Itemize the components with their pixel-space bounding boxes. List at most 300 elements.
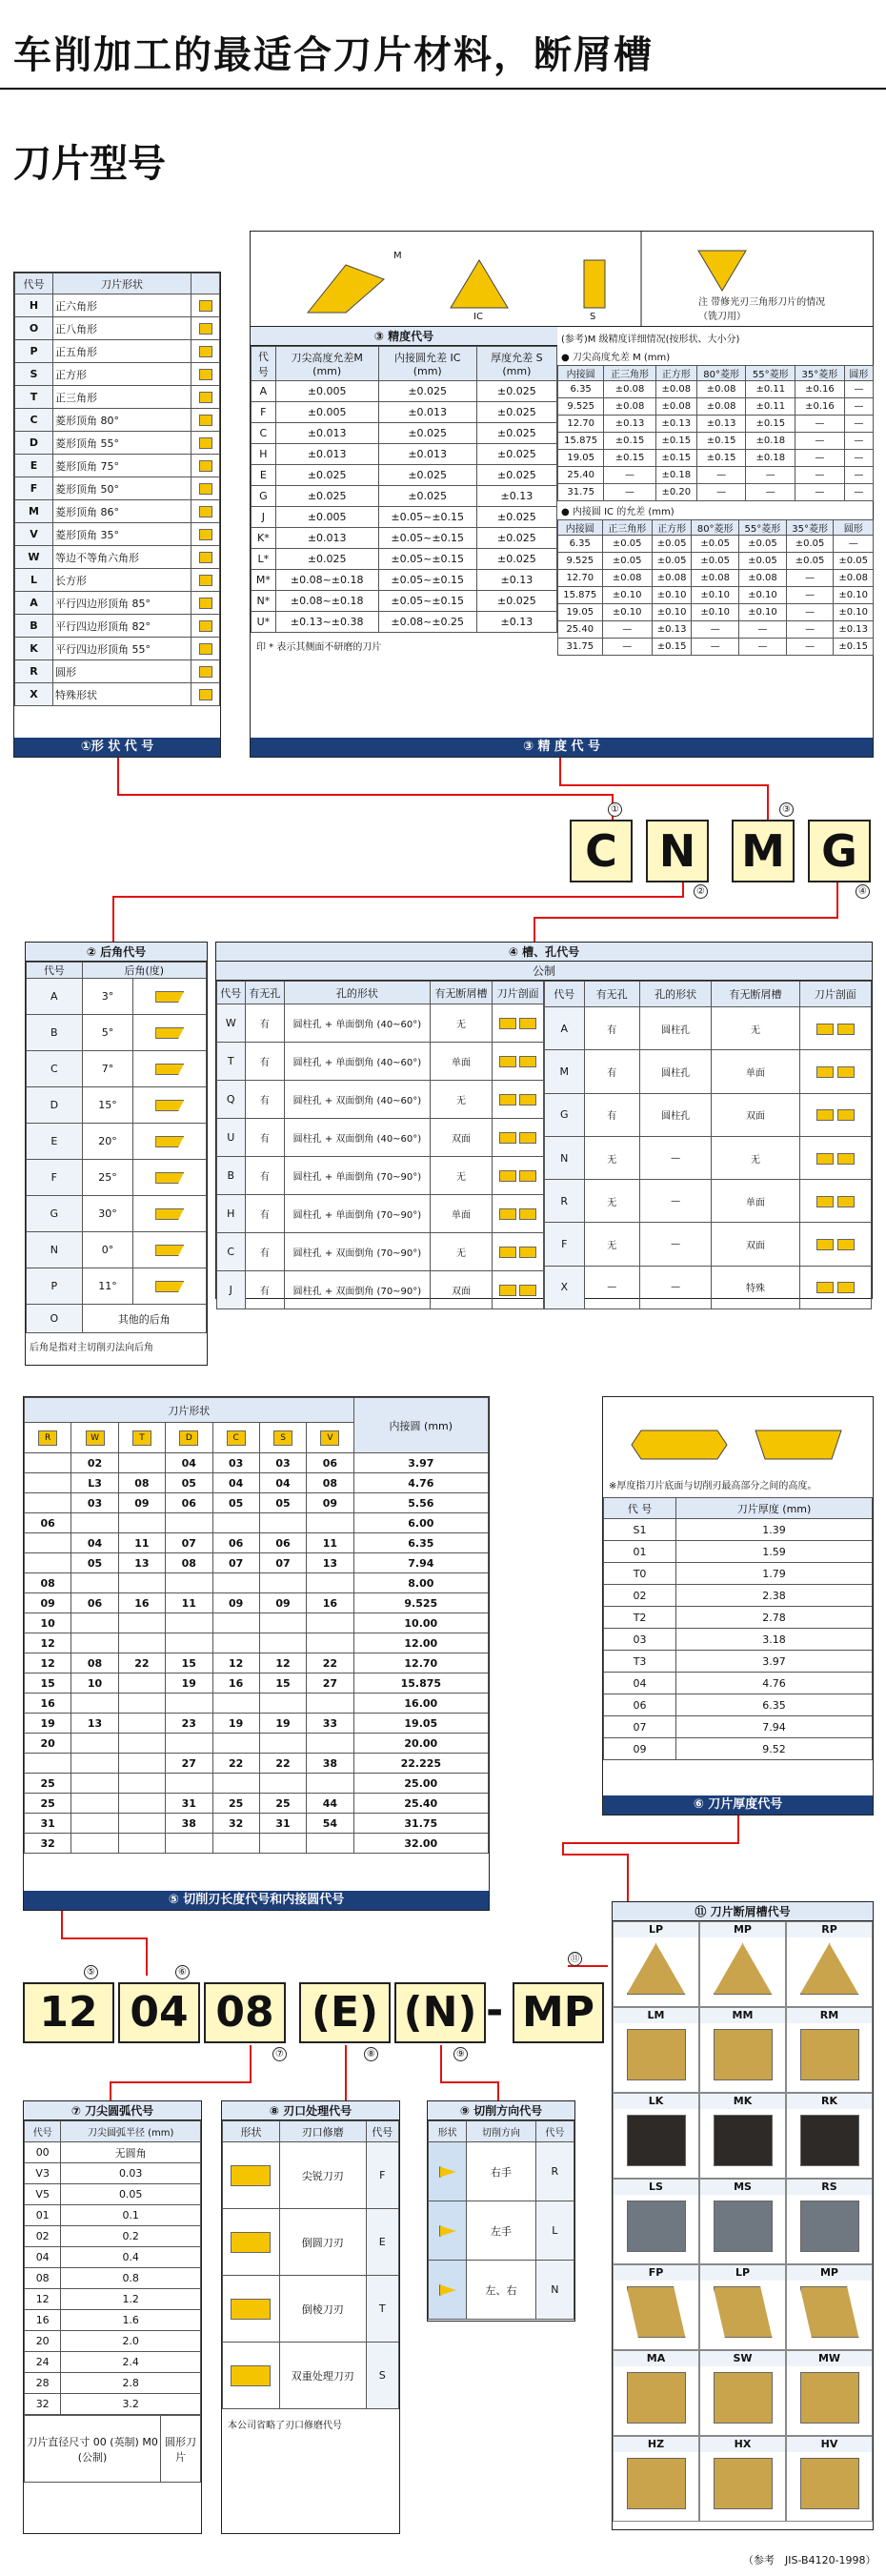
shape-icon xyxy=(191,500,220,523)
precision-code-panel xyxy=(250,231,874,758)
shape-row xyxy=(15,386,220,409)
ref-cell: — xyxy=(696,484,746,501)
ref-cell: ±0.10 xyxy=(602,587,652,604)
size-cell: 08 xyxy=(307,1473,353,1493)
size-cell: 09 xyxy=(212,1593,259,1613)
precision-row xyxy=(252,444,557,465)
insert-section-icon xyxy=(799,1093,871,1136)
ref-cell: — xyxy=(739,621,787,639)
nose-cell: 0.05 xyxy=(61,2184,201,2205)
ref-cell: ±0.15 xyxy=(696,450,746,467)
size-cell: 05 xyxy=(71,1553,118,1573)
size-cell: 12.70 xyxy=(353,1653,488,1673)
relief-angle-icon xyxy=(133,1087,207,1124)
code-part-size: 12 xyxy=(23,1982,114,2043)
size-cell: 12 xyxy=(25,1633,71,1653)
precision-header: 刀尖高度允差M (mm) xyxy=(275,347,378,381)
thickness-caption: ⑥ 刀片厚度代号 xyxy=(603,1795,873,1815)
precision-cell: ±0.005 xyxy=(275,507,378,528)
size-cell: 3.97 xyxy=(353,1453,488,1473)
size-cell xyxy=(307,1834,353,1854)
ref-cell: ±0.15 xyxy=(746,416,795,433)
hole-cell: — xyxy=(639,1266,711,1308)
breaker-name: HZ xyxy=(614,2437,698,2452)
nose-cell: 32 xyxy=(25,2394,61,2415)
shape-row xyxy=(15,592,220,615)
size-cell: 16 xyxy=(25,1694,71,1714)
precision-cell: G xyxy=(252,486,276,507)
size-cell xyxy=(307,1734,353,1754)
ref-cell: — xyxy=(844,433,873,450)
precision-row xyxy=(252,612,557,633)
insert-section-icon xyxy=(799,1266,871,1308)
precision-cell: ±0.025 xyxy=(275,486,378,507)
insert-section-icon xyxy=(493,1271,544,1309)
hole-cell: 有 xyxy=(245,1233,285,1271)
breaker-name: RS xyxy=(787,2180,872,2195)
hole-header-row xyxy=(545,982,872,1007)
size-icon-letter: T xyxy=(132,1430,151,1446)
breaker-cell xyxy=(786,2436,873,2522)
breaker-cell xyxy=(786,1921,873,2007)
code-part-breaker: MP xyxy=(513,1982,604,2043)
size-cell xyxy=(212,1513,259,1533)
ref-cell: 15.875 xyxy=(558,587,603,604)
shape-icon xyxy=(191,363,220,386)
ref-header: 55°菱形 xyxy=(746,366,795,381)
size-cell xyxy=(71,1513,118,1533)
edge-name: 倒棱刀刃 xyxy=(279,2276,366,2343)
precision-cell: ±0.005 xyxy=(275,402,378,423)
size-cell xyxy=(259,1573,306,1593)
size-cell xyxy=(166,1613,212,1633)
ref-cell: — xyxy=(844,467,873,484)
breaker-name: HX xyxy=(700,2437,785,2452)
ref-cell: ±0.10 xyxy=(692,587,739,604)
size-cell: 22 xyxy=(307,1653,353,1673)
shape-name: 正八角形 xyxy=(53,317,191,340)
page-title: 车削加工的最适合刀片材料，断屑槽 xyxy=(13,33,654,77)
code-letter-precision: M xyxy=(732,820,795,882)
hole-cell: F xyxy=(545,1223,585,1266)
ref-cell: — xyxy=(786,570,834,587)
shape-code-table xyxy=(13,272,221,758)
thickness-cell: T0 xyxy=(604,1563,676,1585)
size-header-shape: 刀片形状 xyxy=(25,1398,354,1423)
size-row xyxy=(25,1613,489,1633)
direction-header: 形状 xyxy=(429,2121,467,2142)
size-cell xyxy=(212,1834,259,1854)
ref-cell: ±0.05 xyxy=(739,553,787,570)
size-cell: 25 xyxy=(25,1774,71,1794)
shape-icon xyxy=(191,477,220,500)
relief-row xyxy=(27,1305,207,1333)
size-cell: 27 xyxy=(307,1673,353,1694)
nose-cell: 0.03 xyxy=(61,2163,201,2184)
size-cell: 04 xyxy=(259,1473,306,1493)
hole-caption: ④ 槽、孔代号 xyxy=(216,943,872,962)
hole-code-table xyxy=(215,942,873,1299)
nose-header-row xyxy=(25,2121,201,2142)
hole-row xyxy=(217,1081,544,1119)
insert-photo-icon xyxy=(787,1937,872,1995)
shape-code: R xyxy=(15,660,53,683)
code-letter-shape: C xyxy=(570,820,633,882)
ref-ic-title: ● 内接圆 IC 的允差 (mm) xyxy=(561,507,675,517)
shape-icon xyxy=(191,340,220,363)
nose-row xyxy=(25,2289,201,2310)
thickness-cell: 9.52 xyxy=(676,1738,873,1760)
shape-icon xyxy=(191,660,220,683)
thickness-row xyxy=(604,1629,873,1651)
relief-angle: 7° xyxy=(82,1051,133,1087)
breaker-name: MP xyxy=(787,2265,872,2281)
breaker-caption: ⑪ 刀片断屑槽代号 xyxy=(613,1902,873,1921)
size-row xyxy=(25,1774,489,1794)
precision-cell: ±0.05~±0.15 xyxy=(378,591,476,612)
hole-cell: N xyxy=(545,1136,585,1179)
ref-cell: — xyxy=(739,639,787,656)
insert-photo-icon xyxy=(700,2452,785,2509)
precision-header: 代号 xyxy=(252,347,276,381)
size-cell: 19 xyxy=(212,1714,259,1734)
ref-row xyxy=(558,416,874,433)
size-cell xyxy=(212,1774,259,1794)
size-cell: 31.75 xyxy=(353,1814,488,1834)
precision-cell: ±0.025 xyxy=(378,423,476,444)
ref-row xyxy=(558,467,874,484)
size-cell: 10.00 xyxy=(353,1613,488,1633)
relief-angle-icon xyxy=(133,1196,207,1232)
ref-cell: 15.875 xyxy=(558,433,604,450)
code-num-3: ③ xyxy=(779,802,794,817)
shape-header-code: 代号 xyxy=(15,274,53,294)
ref-cell: 6.35 xyxy=(558,381,604,398)
code-num-5: ⑤ xyxy=(84,1965,98,1979)
ref-header: 80°菱形 xyxy=(696,366,746,381)
thickness-row xyxy=(604,1716,873,1738)
edge-shape-icon xyxy=(223,2142,280,2209)
relief-angle-icon xyxy=(133,1124,207,1160)
size-cell: 06 xyxy=(259,1533,306,1553)
size-cell xyxy=(307,1573,353,1593)
edge-code: T xyxy=(366,2276,398,2343)
relief-code-table xyxy=(25,942,208,1366)
shape-row xyxy=(15,660,220,683)
hole-cell: Q xyxy=(217,1081,246,1119)
ref-row xyxy=(558,484,874,501)
relief-angle-icon xyxy=(133,1232,207,1268)
precision-cell: ±0.013 xyxy=(275,444,378,465)
ref-cell: ±0.08 xyxy=(696,398,746,416)
size-cell xyxy=(166,1694,212,1714)
breaker-name: LS xyxy=(614,2180,698,2195)
insert-section-icon xyxy=(799,1136,871,1179)
ref-cell: — xyxy=(602,639,652,656)
thickness-cell: 01 xyxy=(604,1541,676,1563)
ref-cell: ±0.13 xyxy=(655,416,696,433)
hole-row xyxy=(545,1136,872,1179)
size-header-row xyxy=(25,1398,489,1423)
breaker-cell xyxy=(786,2093,873,2179)
shape-caption: ①形 状 代 号 xyxy=(14,738,220,757)
relief-angle: 25° xyxy=(82,1160,133,1196)
breaker-cell xyxy=(699,2007,786,2093)
tri-note: 注 带修光刃三角形刀片的情况（铣刀用） xyxy=(698,297,826,322)
ref-title: (参考)M 级精度详细情况(按形状、大小分) xyxy=(561,335,740,345)
hole-cell: 无 xyxy=(584,1136,639,1179)
hole-row xyxy=(217,1233,544,1271)
code-num-2: ② xyxy=(694,884,708,899)
shape-row xyxy=(15,615,220,638)
hole-cell: 圆柱孔 xyxy=(639,1093,711,1136)
shape-icon xyxy=(191,409,220,432)
thickness-cell: 1.39 xyxy=(676,1519,873,1541)
size-cell: 19.05 xyxy=(353,1714,488,1734)
ref-cell: — xyxy=(795,450,845,467)
size-cell: 32 xyxy=(212,1814,259,1834)
size-cell: 03 xyxy=(259,1453,306,1473)
size-cell: 31 xyxy=(25,1814,71,1834)
shape-row xyxy=(15,546,220,569)
hole-cell: — xyxy=(639,1180,711,1223)
precision-row xyxy=(252,465,557,486)
direction-code: R xyxy=(535,2142,574,2201)
shape-name: 圆形 xyxy=(53,660,191,683)
size-icon-letter: S xyxy=(273,1430,292,1446)
precision-cell: C xyxy=(252,423,276,444)
precision-title: ③ 精度代号 xyxy=(251,327,557,346)
size-cell xyxy=(118,1453,165,1473)
ref-cell: ±0.13 xyxy=(652,621,691,639)
insert-photo-icon xyxy=(787,2366,872,2424)
hole-cell: — xyxy=(639,1223,711,1266)
shape-row xyxy=(15,569,220,592)
size-cell: 15 xyxy=(166,1653,212,1673)
ref-header: 圆形 xyxy=(844,366,873,381)
precision-cell: ±0.013 xyxy=(275,423,378,444)
ref-cell: ±0.05 xyxy=(652,536,691,553)
shape-icon xyxy=(191,615,220,638)
precision-cell: U* xyxy=(252,612,276,633)
ref-row xyxy=(558,587,874,604)
size-cell xyxy=(118,1613,165,1633)
shape-name: 平行四边形顶角 55° xyxy=(53,638,191,660)
direction-caption: ⑨ 切削方向代号 xyxy=(428,2101,574,2120)
nose-cell: 0.8 xyxy=(61,2268,201,2289)
nose-row xyxy=(25,2373,201,2394)
size-cell xyxy=(71,1834,118,1854)
nose-cell: 28 xyxy=(25,2373,61,2394)
nose-row xyxy=(25,2352,201,2373)
thickness-cell: 06 xyxy=(604,1694,676,1716)
size-cell xyxy=(212,1573,259,1593)
hole-row xyxy=(217,1271,544,1309)
breaker-cell xyxy=(699,2093,786,2179)
hole-cell: B xyxy=(217,1157,246,1195)
breaker-name: HV xyxy=(787,2437,872,2452)
shape-name: 正六角形 xyxy=(53,294,191,317)
hole-cell: 有 xyxy=(245,1043,285,1081)
hole-cell: 圆柱孔 + 双面倒角 (40~60°) xyxy=(285,1081,431,1119)
breaker-name: RM xyxy=(787,2008,872,2023)
size-cell: 25.00 xyxy=(353,1774,488,1794)
size-cell: 08 xyxy=(25,1573,71,1593)
size-cell: 6.35 xyxy=(353,1533,488,1553)
insert-photo-icon xyxy=(700,2281,785,2338)
insert-photo-icon xyxy=(614,2195,698,2252)
precision-cell: ±0.013 xyxy=(378,444,476,465)
size-cell xyxy=(71,1814,118,1834)
shape-row xyxy=(15,432,220,455)
size-cell: 16.00 xyxy=(353,1694,488,1714)
hole-cell: 双面 xyxy=(712,1223,799,1266)
ref-cell: ±0.10 xyxy=(692,604,739,621)
insert-photo-icon xyxy=(700,2366,785,2424)
breaker-name: MK xyxy=(700,2094,785,2109)
hole-cell: 圆柱孔 + 单面倒角 (40~60°) xyxy=(285,1043,431,1081)
code-num-9: ⑨ xyxy=(453,2047,468,2061)
ref-cell: — xyxy=(795,433,845,450)
size-cell: 06 xyxy=(307,1453,353,1473)
ref-cell: ±0.18 xyxy=(746,450,795,467)
hole-cell: 有 xyxy=(245,1119,285,1157)
size-cell: 05 xyxy=(259,1493,306,1513)
precision-row xyxy=(252,528,557,549)
breaker-cell xyxy=(699,2179,786,2264)
insert-photo-icon xyxy=(700,2195,785,2252)
size-cell xyxy=(212,1633,259,1653)
hole-cell: T xyxy=(217,1043,246,1081)
precision-cell: ±0.005 xyxy=(275,381,378,402)
hole-row xyxy=(217,1043,544,1081)
insert-section-icon xyxy=(799,1007,871,1050)
hole-cell: 有 xyxy=(245,1004,285,1043)
shape-icon xyxy=(191,294,220,317)
shape-code: L xyxy=(15,569,53,592)
hole-cell: 无 xyxy=(430,1004,493,1043)
nose-cell: 0.2 xyxy=(61,2226,201,2247)
ref-cell: ±0.05 xyxy=(786,553,834,570)
size-cell xyxy=(307,1613,353,1633)
ref-cell: ±0.16 xyxy=(795,398,845,416)
size-cell: 11 xyxy=(307,1533,353,1553)
size-cell: 44 xyxy=(307,1794,353,1814)
nose-header: 刀尖圆弧半径 (mm) xyxy=(61,2121,201,2142)
insert-photo-icon xyxy=(787,2452,872,2509)
size-cell: 23 xyxy=(166,1714,212,1734)
size-cell xyxy=(71,1573,118,1593)
relief-angle: 11° xyxy=(82,1268,133,1305)
ref-cell: ±0.15 xyxy=(652,639,691,656)
shape-code: O xyxy=(15,317,53,340)
hole-cell: 有 xyxy=(584,1050,639,1093)
size-cell xyxy=(71,1633,118,1653)
ref-cell: — xyxy=(692,621,739,639)
shape-row xyxy=(15,455,220,477)
size-cell xyxy=(307,1774,353,1794)
thickness-row xyxy=(604,1541,873,1563)
nose-header: 代号 xyxy=(25,2121,61,2142)
ref-cell: — xyxy=(844,484,873,501)
breaker-name: FP xyxy=(614,2265,698,2281)
nose-cell: 00 xyxy=(25,2142,61,2163)
size-cell xyxy=(118,1573,165,1593)
ref-row xyxy=(558,621,874,639)
hole-cell: 无 xyxy=(712,1136,799,1179)
precision-cell: F xyxy=(252,402,276,423)
code-num-4: ④ xyxy=(856,884,870,899)
size-cell: 22 xyxy=(118,1653,165,1673)
relief-angle-icon xyxy=(133,1268,207,1305)
hole-cell: 单面 xyxy=(430,1043,493,1081)
ref-header: 正三角形 xyxy=(604,366,655,381)
shape-code: S xyxy=(15,363,53,386)
size-cell: 06 xyxy=(212,1533,259,1553)
nose-cell: 2.0 xyxy=(61,2331,201,2352)
precision-cell: E xyxy=(252,465,276,486)
precision-cell: ±0.025 xyxy=(476,549,556,570)
thickness-cell: T2 xyxy=(604,1607,676,1629)
hole-cell: R xyxy=(545,1180,585,1223)
size-cell: 08 xyxy=(166,1553,212,1573)
direction-shape-icon xyxy=(429,2261,467,2320)
ref-cell: 9.525 xyxy=(558,553,603,570)
ref-cell: ±0.10 xyxy=(652,604,691,621)
ref-cell: ±0.10 xyxy=(834,587,874,604)
hole-cell: 圆柱孔 + 双面倒角 (40~60°) xyxy=(285,1119,431,1157)
hole-cell: M xyxy=(545,1050,585,1093)
size-cell: 7.94 xyxy=(353,1553,488,1573)
hole-header: 有无断屑槽 xyxy=(430,982,493,1004)
size-shape-icon xyxy=(259,1423,306,1453)
shape-name: 菱形顶角 86° xyxy=(53,500,191,523)
relief-header: 代号 xyxy=(27,963,83,979)
nose-row xyxy=(25,2184,201,2205)
code-num-11: ⑪ xyxy=(568,1952,582,1966)
relief-header-row xyxy=(27,963,207,979)
ref-cell: ±0.10 xyxy=(602,604,652,621)
size-cell: 13 xyxy=(307,1553,353,1573)
edge-note: 本公司省略了刃口修磨代号 xyxy=(228,2421,342,2431)
ref-cell: — xyxy=(844,450,873,467)
ref-cell: ±0.08 xyxy=(834,570,874,587)
size-cell: 06 xyxy=(25,1513,71,1533)
size-cell xyxy=(71,1774,118,1794)
direction-name: 右手 xyxy=(467,2142,535,2201)
size-cell: 22.225 xyxy=(353,1754,488,1774)
hole-row xyxy=(545,1223,872,1266)
shape-code: E xyxy=(15,455,53,477)
relief-code: P xyxy=(27,1268,83,1305)
size-cell xyxy=(71,1794,118,1814)
size-row xyxy=(25,1573,489,1593)
breaker-cell xyxy=(613,1921,699,2007)
ref-cell: ±0.05 xyxy=(692,536,739,553)
edge-row xyxy=(223,2343,399,2409)
size-cell xyxy=(118,1814,165,1834)
ref-header: 正方形 xyxy=(652,520,691,536)
nose-row xyxy=(25,2310,201,2331)
thickness-row xyxy=(604,1694,873,1716)
shape-name: 菱形顶角 80° xyxy=(53,409,191,432)
hole-row xyxy=(545,1050,872,1093)
ref-row xyxy=(558,398,874,416)
precision-cell: J xyxy=(252,507,276,528)
shape-icon xyxy=(191,432,220,455)
insert-section-icon xyxy=(493,1081,544,1119)
ref-cell: ±0.08 xyxy=(604,398,655,416)
